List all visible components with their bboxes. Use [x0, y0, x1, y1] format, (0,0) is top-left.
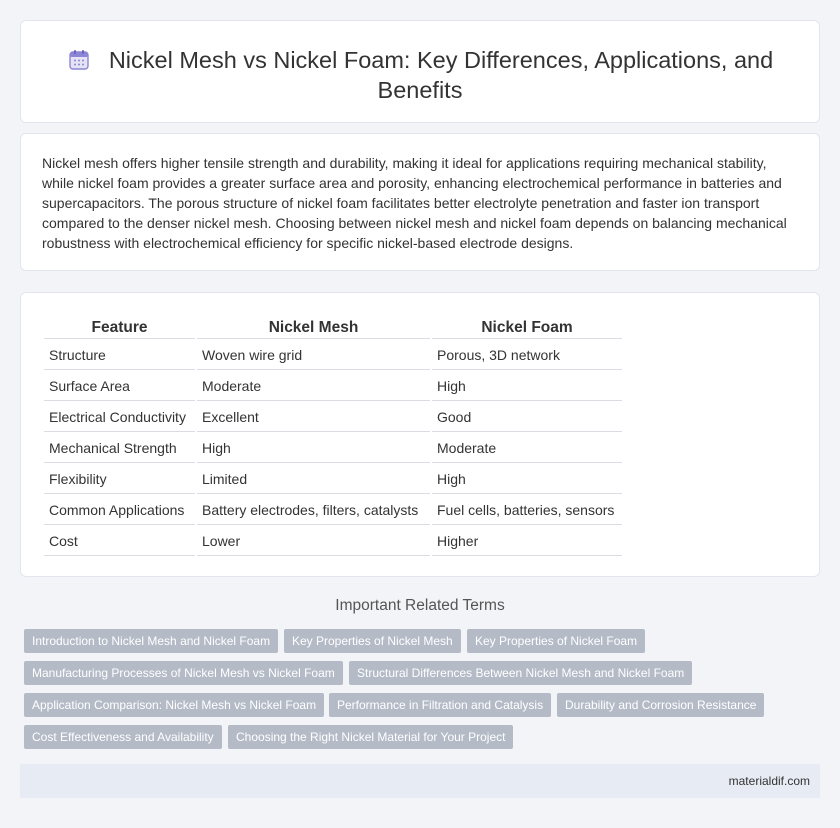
- cell-mesh: Woven wire grid: [197, 341, 430, 370]
- cell-foam: High: [432, 372, 622, 401]
- cell-feature: Surface Area: [44, 372, 195, 401]
- header-card: [20, 20, 820, 123]
- cell-feature: Common Applications: [44, 496, 195, 525]
- related-term-tag[interactable]: Durability and Corrosion Resistance: [557, 693, 764, 717]
- cell-feature: Mechanical Strength: [44, 434, 195, 463]
- page-title: Nickel Mesh vs Nickel Foam: Key Differences, Applications, and Benefits: [108, 47, 774, 103]
- cell-foam: High: [432, 465, 622, 494]
- table-row: [44, 527, 622, 556]
- cell-foam: Moderate: [432, 434, 622, 463]
- cell-foam: Porous, 3D network: [432, 341, 622, 370]
- header-feature: Feature: [44, 316, 195, 339]
- table-row: [44, 496, 622, 525]
- comparison-table: [42, 314, 624, 558]
- related-terms-title: Important Related Terms: [335, 597, 505, 614]
- related-term-tag[interactable]: Manufacturing Processes of Nickel Mesh vs Nickel Foam: [24, 661, 343, 685]
- cell-mesh: Limited: [197, 465, 430, 494]
- table-row: [44, 372, 622, 401]
- cell-foam: Good: [432, 403, 622, 432]
- table-row: [44, 403, 622, 432]
- summary-text: Nickel mesh offers higher tensile strength and durability, making it ideal for applications requiring mechanical stability, while nickel foam provides a greater surface area and porosity, enhancing electrochemical performance in batteries and supercapacitors. The porous structure of nickel foam facilitates better electrolyte penetration and faster ion transport compared to the denser nickel mesh. Choosing between nickel mesh and nickel foam depends on balancing mechanical robustness with electrochemical efficiency for specific nickel-based electrode designs.: [42, 155, 787, 251]
- cell-mesh: Moderate: [197, 372, 430, 401]
- cell-mesh: Battery electrodes, filters, catalysts: [197, 496, 430, 525]
- cell-mesh: Lower: [197, 527, 430, 556]
- related-term-tag[interactable]: Choosing the Right Nickel Material for Your Project: [228, 725, 513, 749]
- cell-feature: Structure: [44, 341, 195, 370]
- cell-feature: Electrical Conductivity: [44, 403, 195, 432]
- related-term-tag[interactable]: Key Properties of Nickel Mesh: [284, 629, 461, 653]
- related-term-tag[interactable]: Introduction to Nickel Mesh and Nickel Foam: [24, 629, 278, 653]
- related-term-tag[interactable]: Performance in Filtration and Catalysis: [329, 693, 551, 717]
- cell-mesh: Excellent: [197, 403, 430, 432]
- related-term-tag[interactable]: Key Properties of Nickel Foam: [467, 629, 645, 653]
- table-row: [44, 341, 622, 370]
- header-nickel-foam: Nickel Foam: [432, 316, 622, 339]
- cell-feature: Flexibility: [44, 465, 195, 494]
- footer: [20, 764, 820, 798]
- table-row: [44, 465, 622, 494]
- table-row: [44, 434, 622, 463]
- cell-feature: Cost: [44, 527, 195, 556]
- cell-mesh: High: [197, 434, 430, 463]
- related-term-tag[interactable]: Application Comparison: Nickel Mesh vs Nickel Foam: [24, 693, 324, 717]
- page-title-wrap: [21, 45, 819, 105]
- header-nickel-mesh: Nickel Mesh: [197, 316, 430, 339]
- summary-card: [20, 133, 820, 271]
- footer-site-link[interactable]: materialdif.com: [728, 774, 810, 788]
- related-term-tag[interactable]: Cost Effectiveness and Availability: [24, 725, 222, 749]
- calendar-icon: [67, 48, 91, 72]
- table-header-row: [44, 316, 622, 339]
- cell-foam: Higher: [432, 527, 622, 556]
- related-term-tag[interactable]: Structural Differences Between Nickel Mesh and Nickel Foam: [349, 661, 692, 685]
- comparison-card: [20, 292, 820, 577]
- cell-foam: Fuel cells, batteries, sensors: [432, 496, 622, 525]
